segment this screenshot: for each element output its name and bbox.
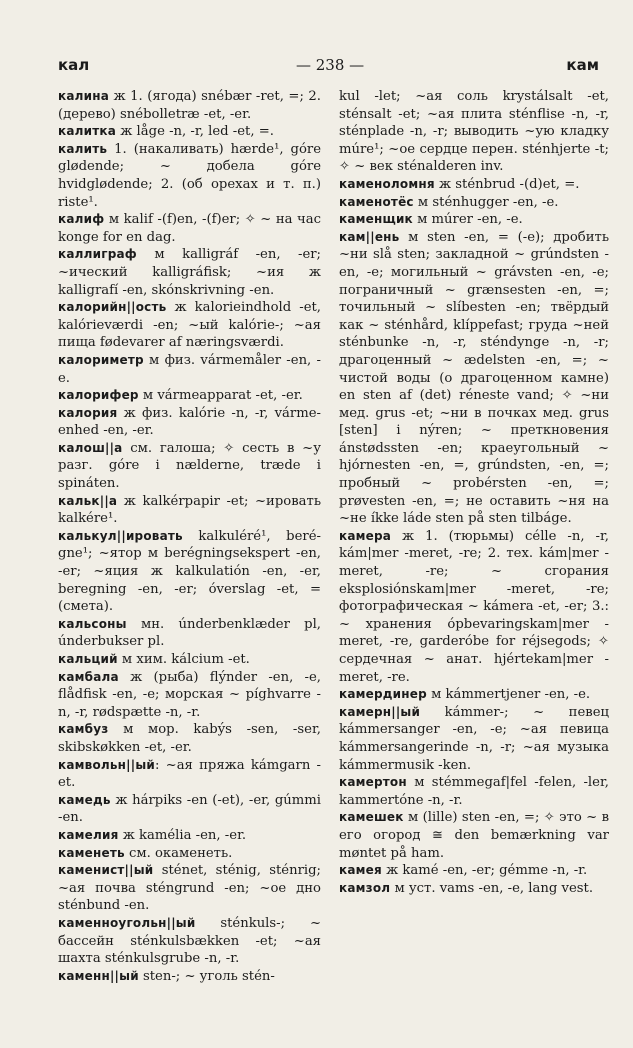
page-header — [58, 56, 599, 78]
dictionary-entry — [58, 792, 321, 827]
entry-headword: камешек — [339, 810, 404, 825]
entry-definition: м физ. vármemåler -en, -e. — [58, 352, 321, 386]
entry-headword: камердинер — [339, 687, 427, 702]
entry-definition: м kámmertjener -en, -e. — [426, 687, 591, 703]
dictionary-entry — [339, 194, 609, 212]
entry-headword: калорифер — [58, 388, 139, 403]
dictionary-entry — [339, 88, 609, 176]
entry-headword: калория — [58, 405, 118, 420]
entry-headword: камертон — [339, 775, 407, 790]
entry-headword: кальк||а — [58, 493, 118, 508]
entry-headword: камзол — [339, 880, 391, 895]
entry-definition: м kalif -(f)en, -(f)er; ✧ ~ на час konge for en dag. — [58, 212, 321, 245]
entry-definition: м kalligráf -en, -er; ~ический kalligráfisk; ~ия ж kalligrafí -en, skónskrivning -en. — [58, 247, 321, 298]
entry-definition: ж kalkérpapir -et; ~ировать kalkére¹. — [58, 493, 321, 527]
entry-definition: : ~ая пряжа kámgarn -et. — [58, 757, 321, 791]
entry-definition: м vármeapparat -et, -er. — [138, 388, 303, 404]
entry-headword: калош||а — [58, 440, 123, 455]
dictionary-entry — [58, 528, 321, 616]
dictionary-entry — [58, 915, 321, 968]
entry-headword: калиф — [58, 212, 105, 227]
dictionary-entry — [58, 440, 321, 493]
dictionary-entry — [339, 704, 609, 774]
entry-headword: каменоломня — [339, 176, 435, 191]
left-guide-word: кал — [58, 56, 90, 74]
entry-definition: kámmer-; ~ певец kámmersanger -en, -e; ~ая певица kámmersangerinde -n, -r; ~ая музыка kámmermusik -ken. — [339, 704, 609, 773]
entry-definition: ж 1. (тюрьмы) célle -n, -r, kám|mer -meret, -re; 2. тех. kám|mer -meret, -re; ~ сгорания eksplosiónskam|mer -meret, -re; фотографическая ~ kámera -et, -er; 3.: ~ хранения ópbevaringskam|mer -meret, -re, garderóbe for réjsegods; ✧ сердечная ~ анат. hjértekam|mer -meret, -re. — [339, 528, 609, 685]
dictionary-entry — [339, 862, 609, 880]
dictionary-entry — [58, 246, 321, 299]
entry-definition: ж физ. kalórie -n, -r, vármeenhed -en, -er. — [58, 405, 321, 439]
entry-definition: 1. (накаливать) hærde¹, góre glødende; ~ добела góre hvidglødende; 2. (об орехах и т. п.) riste¹. — [58, 141, 321, 210]
entry-headword: кальсоны — [58, 616, 127, 631]
left-column — [58, 88, 321, 984]
entry-headword: калить — [58, 141, 108, 156]
entry-definition: ж kamé -en, -er; gémme -n, -r. — [381, 863, 588, 879]
entry-definition: см. окаменеть. — [124, 845, 233, 861]
entry-definition: ж kamélia -en, -er. — [118, 827, 247, 843]
entry-headword: каллиграф — [58, 247, 137, 262]
entry-definition: ж hárpiks -en (-et), -er, gúmmi -en. — [58, 792, 321, 826]
entry-definition: kalkuléré¹, berégne¹; ~ятор м berégningsekspert -en, -er; ~яция ж kalkulatión -en, -er, beregning -en, -er; óverslag -et, = (смета). — [58, 528, 321, 615]
dictionary-entry — [339, 176, 609, 194]
dictionary-entry — [58, 721, 321, 756]
entry-definition: м sten -en, = (-e); дробить ~ни slå sten; закладной ~ grúndsten -en, -e; могильный ~ grávsten -en, -e; пограничный ~ grænsesten -en, =; точильный ~ slíbesten -en; твёрдый как ~ sténhård, klíppefast; груда ~ней sténbunke -n, -r, sténdynge -n, -r; драгоценный ~ ædelsten -en, =; ~ чистой воды (о драгоценном камне) en sten af (det) réneste vand; ✧ ~ни мед. grus -et; ~ни в почках мед. grus [sten] i nýren; ~ преткновения ánstødssten -en; краеугольный ~ hjórnesten -en, =, grúndsten, -en, =; пробный ~ probérsten -en, =; prøvesten -en, =; не оставить ~ня на ~не íkke láde sten på sten tilbáge. — [339, 229, 609, 527]
entry-definition: м уст. vams -en, -e, lang vest. — [390, 880, 594, 896]
dictionary-entry — [58, 141, 321, 211]
page-number: — 238 — — [296, 56, 365, 74]
entry-definition: ж sténbrud -(d)et, =. — [434, 176, 580, 192]
dictionary-entry — [339, 686, 609, 704]
entry-definition: мн. únderbenklæder pl, únderbukser pl. — [58, 616, 321, 650]
right-column — [339, 88, 609, 952]
entry-headword: кальций — [58, 652, 118, 666]
dictionary-entry — [58, 352, 321, 387]
entry-headword: калорийн||ость — [58, 300, 167, 315]
entry-definition: м múrer -en, -e. — [412, 212, 523, 228]
entry-definition: ж (рыба) flýnder -en, -e, flådfisk -en, -e; морская ~ píghvarre -n, -r, rødspætte -n, -r. — [58, 669, 321, 720]
entry-headword: калориметр — [58, 352, 144, 367]
dictionary-entry — [339, 229, 609, 528]
dictionary-entry — [58, 651, 321, 669]
entry-definition: sténet, sténig, sténrig; ~ая почва sténgrund -en; ~ое дно sténbund -en. — [58, 863, 321, 914]
entry-headword: камбуз — [58, 722, 109, 737]
right-guide-word: кам — [566, 56, 599, 74]
entry-definition: м sténhugger -en, -e. — [413, 194, 559, 210]
entry-headword: кам||ень — [339, 229, 400, 244]
entry-headword: каменщик — [339, 212, 413, 227]
dictionary-entry — [339, 211, 609, 229]
dictionary-entry — [339, 809, 609, 862]
dictionary-entry — [58, 968, 321, 986]
entry-headword: калькул||ировать — [58, 528, 183, 543]
dictionary-entry — [339, 528, 609, 686]
dictionary-entry — [58, 493, 321, 528]
entry-definition: sten-; ~ уголь stén- — [138, 968, 275, 984]
entry-definition: kul -let; ~ая соль krystálsalt -et, sténsalt -et; ~ая плита sténflise -n, -r, sténplade -n, -r; выводить ~ую кладку múre¹; ~ое сердце перен. sténhjerte -t; ✧ ~ век sténalderen inv. — [339, 89, 609, 175]
entry-headword: каменеть — [58, 845, 125, 860]
entry-headword: камера — [339, 528, 392, 543]
entry-headword: калитка — [58, 124, 117, 139]
dictionary-entry — [58, 299, 321, 352]
entry-definition: см. галоша; ✧ сесть в ~у разг. góre i nælderne, træde i spináten. — [58, 440, 321, 492]
entry-definition: ж låge -n, -r, led -et, =. — [116, 124, 274, 140]
entry-headword: каменноугольн||ый — [58, 915, 196, 930]
dictionary-entry — [58, 211, 321, 246]
entry-headword: камерн||ый — [339, 704, 421, 719]
dictionary-entry — [58, 123, 321, 141]
entry-headword: каменн||ый — [58, 968, 139, 983]
dictionary-entry — [339, 774, 609, 809]
entry-headword: камбала — [58, 669, 119, 684]
dictionary-entry — [58, 405, 321, 440]
entry-definition: м (lille) sten -en, =; ✧ это ~ в его огород ≅ den bemærkning var møntet på ham. — [339, 810, 609, 861]
entry-headword: камелия — [58, 827, 119, 842]
entry-definition: м мор. kabýs -sen, -ser, skibskøkken -et, -er. — [58, 722, 321, 755]
entry-definition: м stémmegaf|fel -felen, -ler, kammertóne -n, -r. — [339, 775, 609, 808]
dictionary-entry — [58, 669, 321, 722]
entry-definition: ж 1. (ягода) snébær -ret, =; 2. (дерево) snébolletræ -et, -er. — [58, 89, 321, 122]
dictionary-entry — [58, 88, 321, 123]
dictionary-entry — [339, 880, 609, 898]
entry-headword: камедь — [58, 792, 111, 807]
dictionary-entry — [58, 845, 321, 863]
dictionary-entry — [58, 757, 321, 792]
dictionary-entry — [58, 616, 321, 651]
dictionary-entry — [58, 862, 321, 915]
entry-headword: камея — [339, 863, 382, 878]
entry-definition: ж kalorieindhold -et, kalórieværdi -en; ~ый kalórie-; ~ая пища fødevarer af næringsværdi. — [58, 300, 321, 351]
entry-headword: калина — [58, 89, 110, 103]
entry-definition: sténkuls-; ~ бассейн sténkulsbækken -et; ~ая шахта sténkulsgrube -n, -r. — [58, 915, 321, 967]
dictionary-entry — [58, 827, 321, 845]
dictionary-entry — [58, 387, 321, 405]
entry-headword: каменист||ый — [58, 863, 154, 878]
entry-definition: м хим. kálcium -et. — [117, 652, 250, 667]
entry-headword: камвольн||ый — [58, 757, 155, 772]
entry-headword: каменотёс — [339, 194, 414, 209]
